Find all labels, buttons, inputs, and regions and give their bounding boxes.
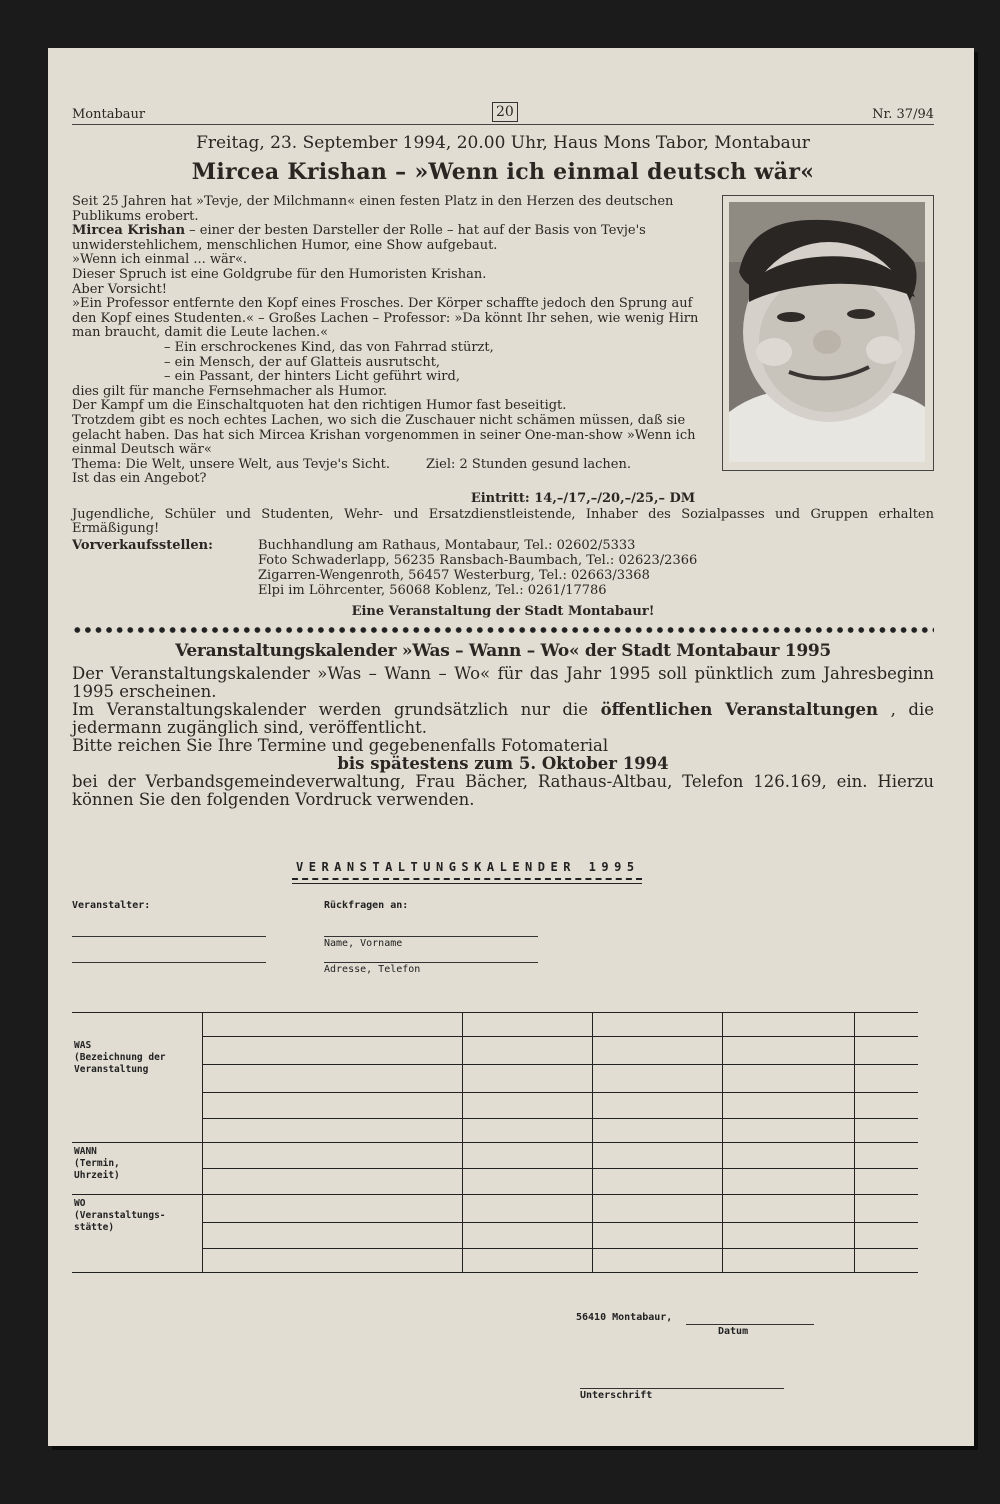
table-rule xyxy=(72,1272,918,1273)
article-p3: »Wenn ich einmal ... wär«. xyxy=(72,252,248,268)
form-title: VERANSTALTUNGSKALENDER 1995 xyxy=(296,860,640,874)
organizer-line-1[interactable] xyxy=(72,936,266,937)
table-rule xyxy=(202,1064,918,1065)
address-label: Adresse, Telefon xyxy=(324,964,421,975)
event-date-line: Freitag, 23. September 1994, 20.00 Uhr, Haus Mons Tabor, Montabaur xyxy=(196,133,810,153)
table-rule xyxy=(72,1142,918,1143)
article-list-2: – ein Mensch, der auf Glatteis ausrutscht, xyxy=(164,354,441,370)
header-town: Montabaur xyxy=(72,107,146,122)
table-column-rule xyxy=(854,1012,855,1272)
presale-item: Elpi im Löhrcenter, 56068 Koblenz, Tel.: 0261/17786 xyxy=(258,583,607,598)
date-label: Datum xyxy=(718,1326,749,1337)
calendar-title: Veranstaltungskalender »Was – Wann – Wo« der Stadt Montabaur 1995 xyxy=(175,641,831,661)
article-p2 xyxy=(72,224,704,253)
admission-prices: Eintritt: 14,–/17,–/20,–/25,– DM xyxy=(470,491,696,506)
article-thema xyxy=(72,458,704,473)
calendar-p2b: , die jedermann zugänglich sind, veröffentlicht. xyxy=(72,700,934,737)
inquiries-label: Rückfragen an: xyxy=(324,900,409,911)
was-label: WAS xyxy=(74,1040,92,1051)
calendar-deadline: bis spätestens zum 5. Oktober 1994 xyxy=(337,754,669,773)
wo-sub-1: (Veranstaltungs- xyxy=(74,1210,166,1221)
organizer-label: Veranstalter: xyxy=(72,900,151,911)
artist-photo xyxy=(722,195,934,471)
page-header xyxy=(72,102,934,125)
calendar-p4: bei der Verbandsgemeindeverwaltung, Frau Bächer, Rathaus-Altbau, Telefon 126.169, ein. Hierzu können Sie den folgenden Vordruck verwenden. xyxy=(72,772,934,809)
table-column-rule xyxy=(202,1012,203,1272)
portrait-illustration xyxy=(729,202,925,462)
table-column-rule xyxy=(722,1012,723,1272)
name-label: Name, Vorname xyxy=(324,938,403,949)
signature-line[interactable] xyxy=(580,1388,784,1389)
wann-label: WANN xyxy=(74,1146,97,1157)
wann-sub-2: Uhrzeit) xyxy=(74,1170,120,1181)
row-label-wo xyxy=(74,1198,166,1234)
date-line[interactable] xyxy=(686,1324,814,1325)
article-intro: Seit 25 Jahren hat »Tevje, der Milchmann« einen festen Platz in den Herzen des deutschen Publikums erobert. xyxy=(72,194,674,224)
calendar-body xyxy=(72,665,934,809)
calendar-p2a: Im Veranstaltungskalender werden grundsätzlich nur die xyxy=(72,700,601,719)
name-line[interactable] xyxy=(324,936,538,937)
article-p4: Dieser Spruch ist eine Goldgrube für den Humoristen Krishan. xyxy=(72,266,487,282)
wann-sub-1: (Termin, xyxy=(74,1158,120,1169)
table-rule xyxy=(72,1012,918,1013)
article-text xyxy=(72,195,704,487)
ziel-text: Ziel: 2 Stunden gesund lachen. xyxy=(425,456,631,472)
article-question: Ist das ein Angebot? xyxy=(72,471,207,487)
place-label: 56410 Montabaur, xyxy=(576,1312,673,1323)
issue-number: Nr. 37/94 xyxy=(872,107,934,122)
table-rule xyxy=(202,1036,918,1037)
calendar-p2-bold: öffentlichen Veranstaltungen xyxy=(600,700,879,719)
presale-locations xyxy=(72,538,934,600)
presale-item: Zigarren-Wengenroth, 56457 Westerburg, Tel.: 02663/3368 xyxy=(258,568,650,583)
article-list-3: – ein Passant, der hinters Licht geführt wird, xyxy=(164,369,460,385)
signature-label: Unterschrift xyxy=(580,1390,653,1401)
artist-name: Mircea Krishan xyxy=(72,223,186,239)
event-table xyxy=(72,1012,918,1274)
table-column-rule xyxy=(462,1012,463,1272)
was-sub-2: Veranstaltung xyxy=(74,1064,149,1075)
organizer-note: Eine Veranstaltung der Stadt Montabaur! xyxy=(351,604,655,619)
article-p9: Trotzdem gibt es noch echtes Lachen, wo sich die Zuschauer nicht schämen müssen, daß sie gelacht haben. Das hat sich Mircea Krishan vorgenommen in seiner One-man-show »Wenn ich einmal Deutsch wär« xyxy=(72,412,696,458)
presale-item: Buchhandlung am Rathaus, Montabaur, Tel.: 02602/5333 xyxy=(258,538,636,553)
organizer-line-2[interactable] xyxy=(72,962,266,963)
presale-item: Foto Schwaderlapp, 56235 Ransbach-Baumbach, Tel.: 02623/2366 xyxy=(258,553,698,568)
article-list-1: – Ein erschrockenes Kind, das von Fahrrad stürzt, xyxy=(164,339,494,355)
article-p6: »Ein Professor entfernte den Kopf eines Frosches. Der Körper schaffte jedoch den Sprung auf den Kopf eines Studenten.« – Großes Lachen – Professor: »Da könnt Ihr sehen, wie wenig Hirn man braucht, damit die Leute lachen.« xyxy=(72,296,699,341)
table-column-rule xyxy=(592,1012,593,1272)
wo-sub-2: stätte) xyxy=(74,1222,115,1233)
calendar-p2 xyxy=(72,701,934,737)
address-line[interactable] xyxy=(324,962,538,963)
row-label-was xyxy=(74,1040,166,1076)
page-content xyxy=(72,102,934,1401)
table-rule xyxy=(202,1118,918,1119)
calendar-p3: Bitte reichen Sie Ihre Termine und gegebenenfalls Fotomaterial xyxy=(72,736,609,755)
row-label-wann xyxy=(74,1146,120,1182)
article xyxy=(72,195,934,487)
table-rule xyxy=(202,1092,918,1093)
article-p7: dies gilt für manche Fernsehmacher als Humor. xyxy=(72,383,388,399)
table-rule xyxy=(202,1222,918,1223)
was-sub-1: (Bezeichnung der xyxy=(74,1052,166,1063)
photo-image xyxy=(729,202,925,462)
presale-list xyxy=(258,538,697,598)
table-rule xyxy=(72,1194,918,1195)
page-number: 20 xyxy=(492,102,518,122)
presale-label: Vorverkaufsstellen: xyxy=(72,538,213,553)
event-headline: Mircea Krishan – »Wenn ich einmal deutsch wär« xyxy=(191,159,815,185)
article-p5: Aber Vorsicht! xyxy=(72,281,167,297)
form-title-rule xyxy=(292,878,642,884)
article-p2-text: – einer der besten Darsteller der Rolle – hat auf der Basis von Tevje's unwiderstehlichem, menschlichen Humor, eine Show aufgebaut. xyxy=(72,223,646,253)
table-rule xyxy=(202,1168,918,1169)
discount-note: Jugendliche, Schüler und Studenten, Wehr- und Ersatzdienstleistende, Inhaber des Sozialpasses und Gruppen erhalten Ermäßigung! xyxy=(72,507,934,536)
thema-text: Thema: Die Welt, unsere Welt, aus Tevje's Sicht. xyxy=(72,456,390,472)
article-p8: Der Kampf um die Einschaltquoten hat den richtigen Humor fast beseitigt. xyxy=(72,398,567,414)
wo-label: WO xyxy=(74,1198,86,1209)
dotted-divider xyxy=(72,625,934,635)
calendar-p1: Der Veranstaltungskalender »Was – Wann – Wo« für das Jahr 1995 soll pünktlich zum Jahresbeginn 1995 erscheinen. xyxy=(72,664,934,701)
table-rule xyxy=(202,1248,918,1249)
